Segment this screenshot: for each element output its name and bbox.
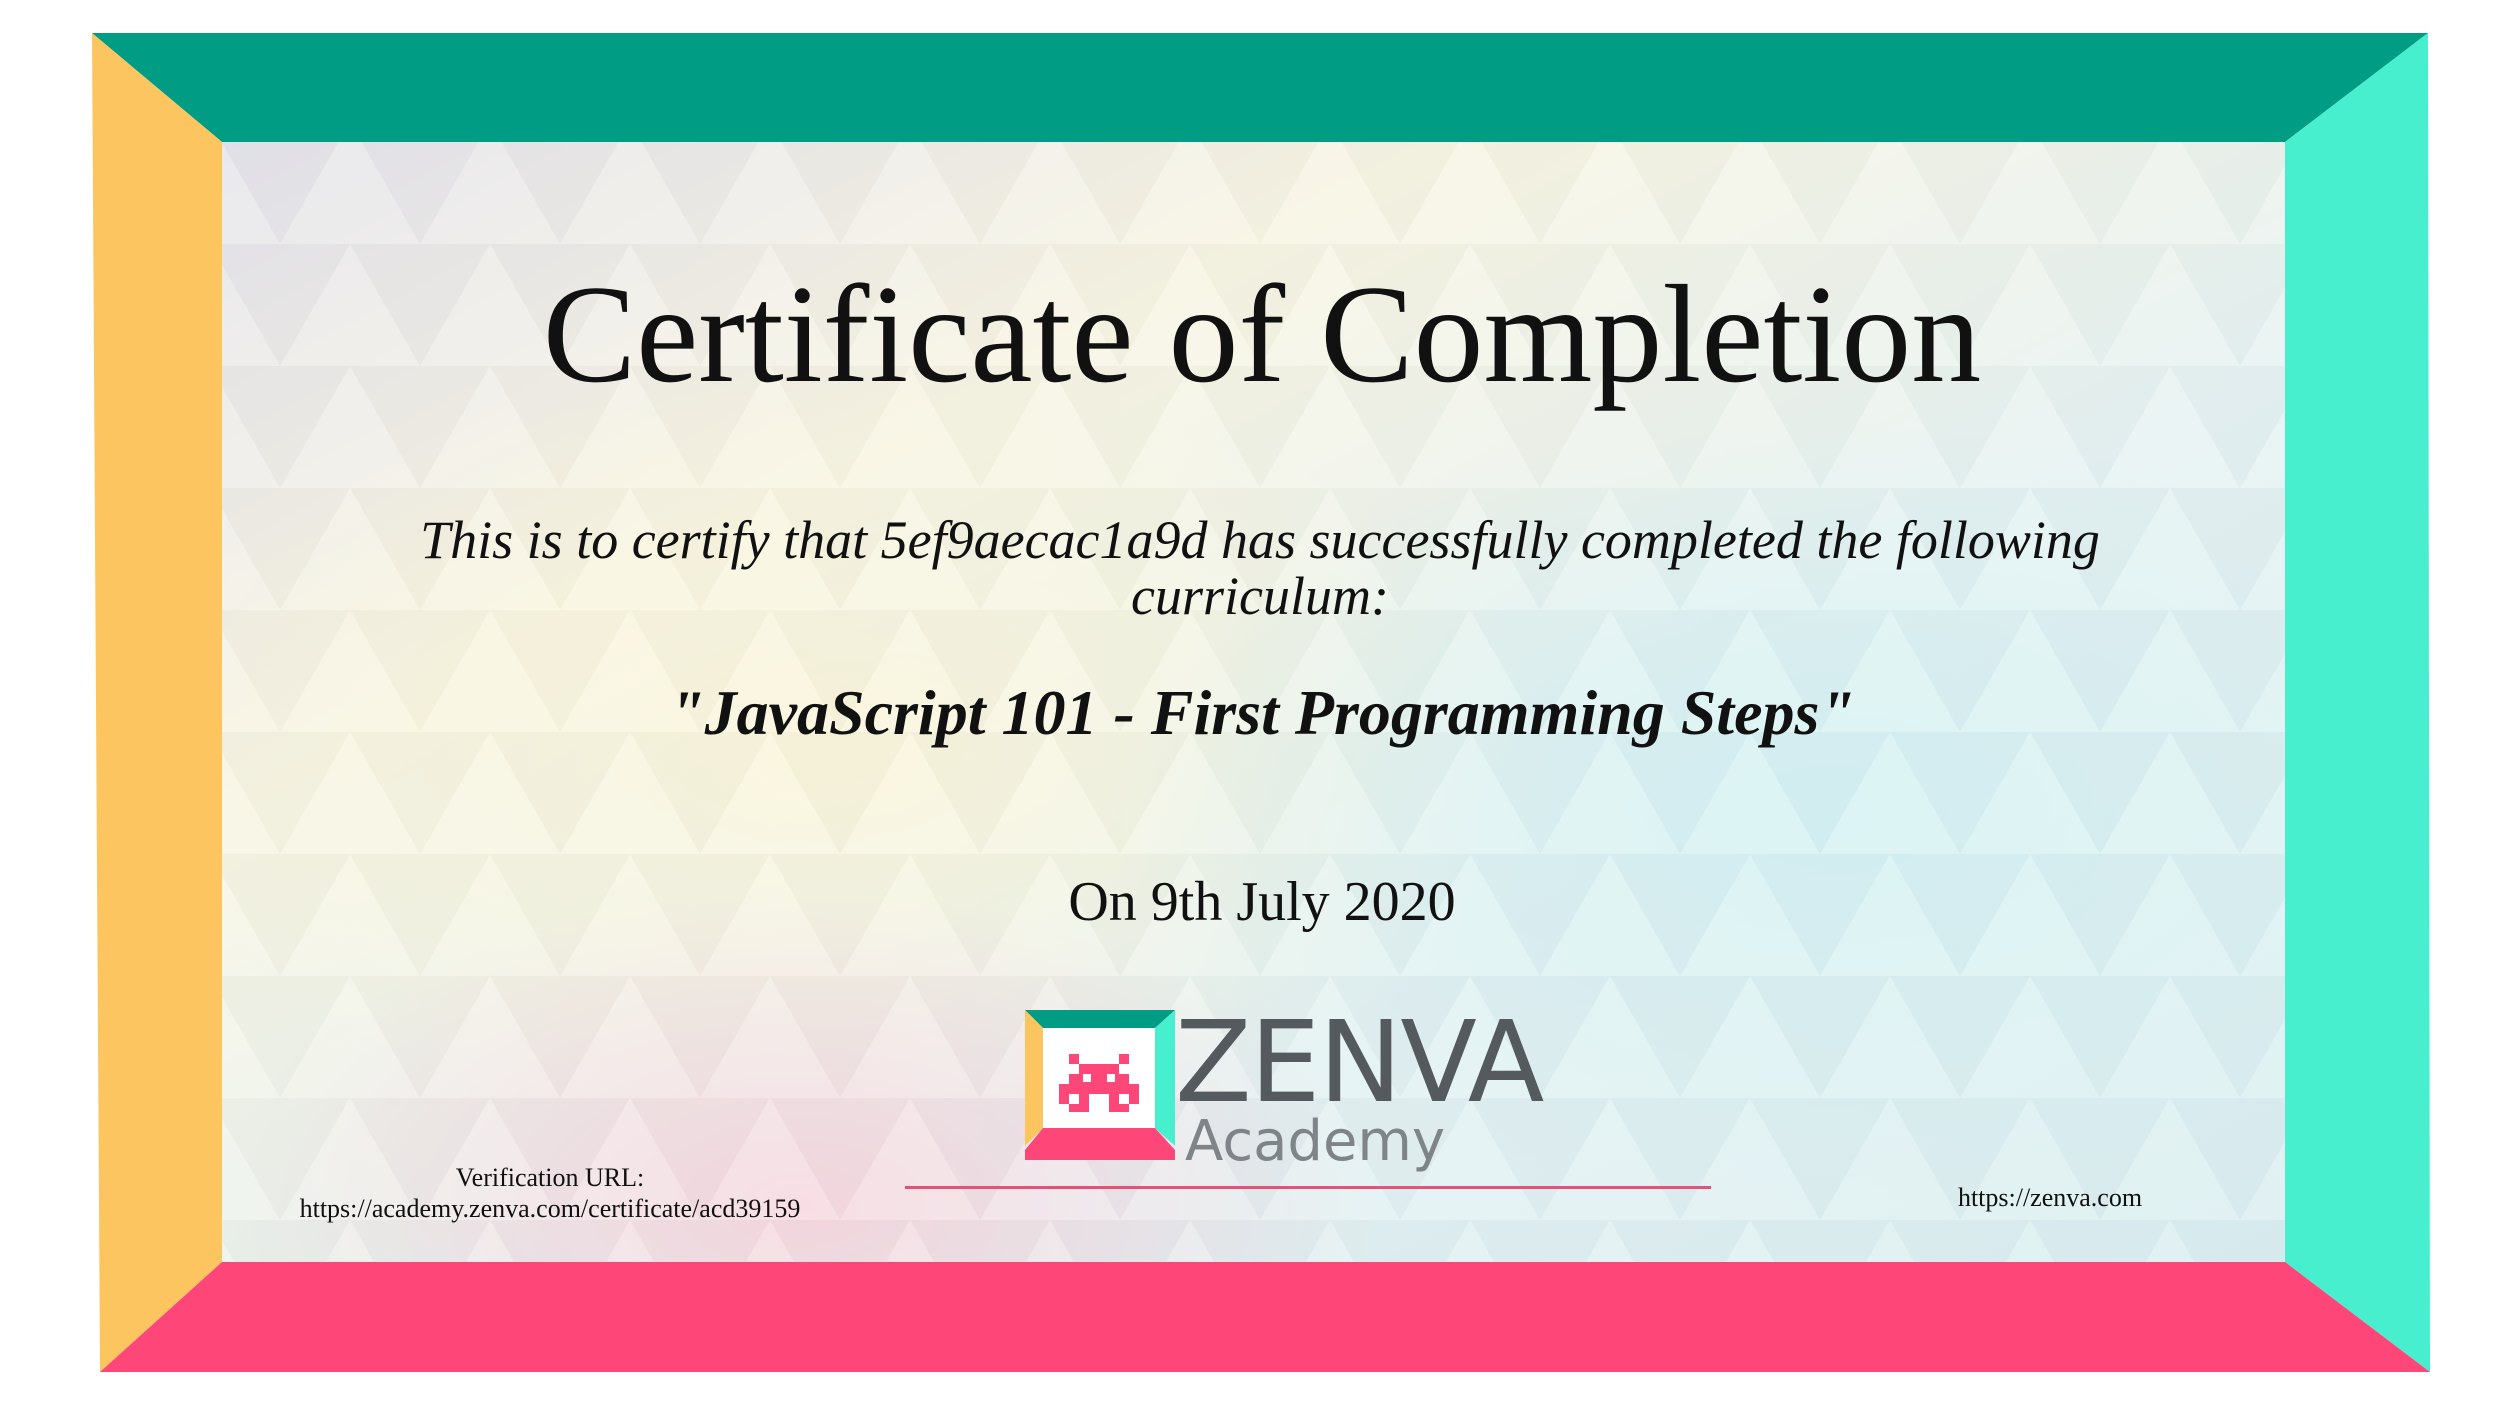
verification-label: Verification URL: xyxy=(455,1163,645,1192)
bottom-border xyxy=(100,1262,2430,1372)
certify-statement: This is to certify that 5ef9aecac1a9d has successfully completed the following curriculum: xyxy=(420,510,2100,626)
left-border xyxy=(92,33,222,1372)
logo-brand-text: ZENVA xyxy=(1175,998,1543,1128)
zenva-academy-logo xyxy=(1025,998,1565,1174)
completion-date: On 9th July 2020 xyxy=(1068,871,1456,933)
top-border xyxy=(92,33,2428,142)
logo-subtitle-text: Academy xyxy=(1185,1109,1446,1174)
verification-block xyxy=(240,1162,860,1224)
website-link[interactable]: https://zenva.com xyxy=(1957,1183,2143,1212)
zenva-logo-icon xyxy=(1025,1010,1175,1168)
right-border xyxy=(2285,33,2430,1372)
certificate-title: Certificate of Completion xyxy=(542,257,1982,412)
verification-url[interactable]: https://academy.zenva.com/certificate/acd39159 xyxy=(299,1194,801,1223)
course-name: "JavaScript 101 - First Programming Steps" xyxy=(669,677,1855,748)
signature-line xyxy=(905,1186,1711,1189)
